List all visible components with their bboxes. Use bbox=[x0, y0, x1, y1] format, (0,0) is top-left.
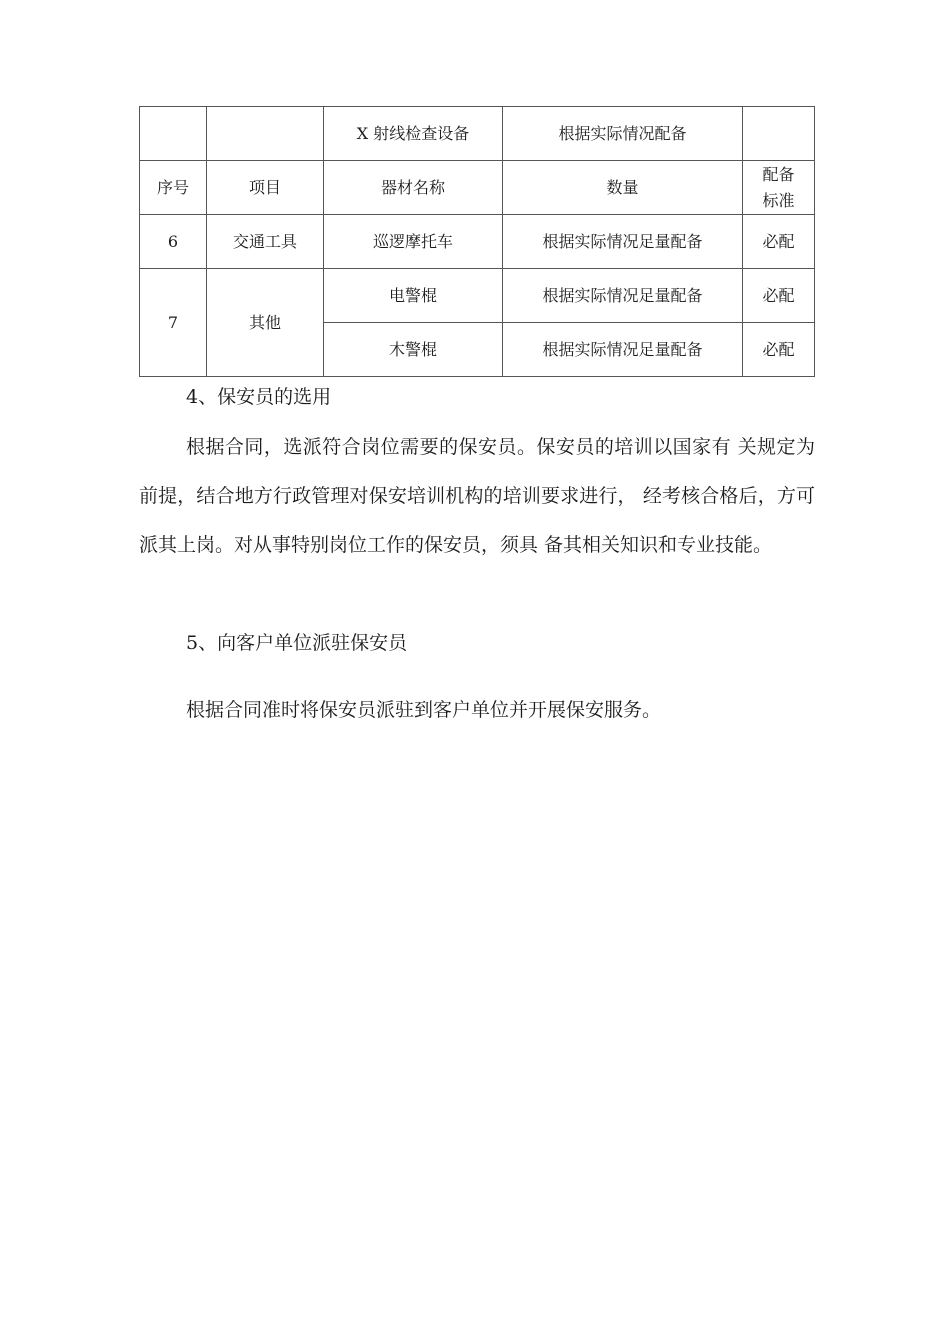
paragraph-selection: 根据合同，选派符合岗位需要的保安员。保安员的培训以国家有 关规定为前提，结合地方行政管理对保安培训机构的培训要求进行， 经考核合格后，方可派其上岗。对从事特别岗位工作的保安员，须具 备其相关知识和专业技能。 bbox=[139, 436, 815, 556]
cell-item: 交通工具 bbox=[207, 215, 324, 269]
cell-name: 电警棍 bbox=[324, 269, 503, 323]
section-heading-dispatch: 5、向客户单位派驻保安员 bbox=[186, 632, 408, 654]
header-name: 器材名称 bbox=[324, 161, 503, 215]
table-header-row bbox=[140, 161, 815, 215]
header-seq: 序号 bbox=[140, 161, 207, 215]
cell-name: 巡逻摩托车 bbox=[324, 215, 503, 269]
header-standard-line1: 配备 bbox=[762, 164, 795, 184]
cell-seq: 7 bbox=[140, 269, 207, 377]
cell-qty: 根据实际情况足量配备 bbox=[503, 323, 743, 377]
table-cell bbox=[743, 107, 815, 161]
cell-qty: 根据实际情况足量配备 bbox=[503, 215, 743, 269]
equipment-table bbox=[139, 106, 815, 377]
cell-standard: 必配 bbox=[743, 215, 815, 269]
cell-standard: 必配 bbox=[743, 323, 815, 377]
table-cell bbox=[207, 107, 324, 161]
cell-standard: 必配 bbox=[743, 269, 815, 323]
table-row bbox=[140, 269, 815, 323]
header-standard bbox=[743, 161, 815, 215]
table-cell bbox=[140, 107, 207, 161]
paragraph-dispatch: 根据合同准时将保安员派驻到客户单位并开展保安服务。 bbox=[186, 699, 662, 721]
header-standard-line2: 标准 bbox=[762, 190, 795, 210]
header-qty: 数量 bbox=[503, 161, 743, 215]
cell-name: 木警棍 bbox=[324, 323, 503, 377]
cell-item: 其他 bbox=[207, 269, 324, 377]
table-cell: 根据实际情况配备 bbox=[503, 107, 743, 161]
section-heading-selection: 4、保安员的选用 bbox=[186, 386, 332, 408]
cell-qty: 根据实际情况足量配备 bbox=[503, 269, 743, 323]
table-row bbox=[140, 107, 815, 161]
table-row bbox=[140, 215, 815, 269]
header-item: 项目 bbox=[207, 161, 324, 215]
cell-seq: 6 bbox=[140, 215, 207, 269]
table-cell: X 射线检查设备 bbox=[324, 107, 503, 161]
